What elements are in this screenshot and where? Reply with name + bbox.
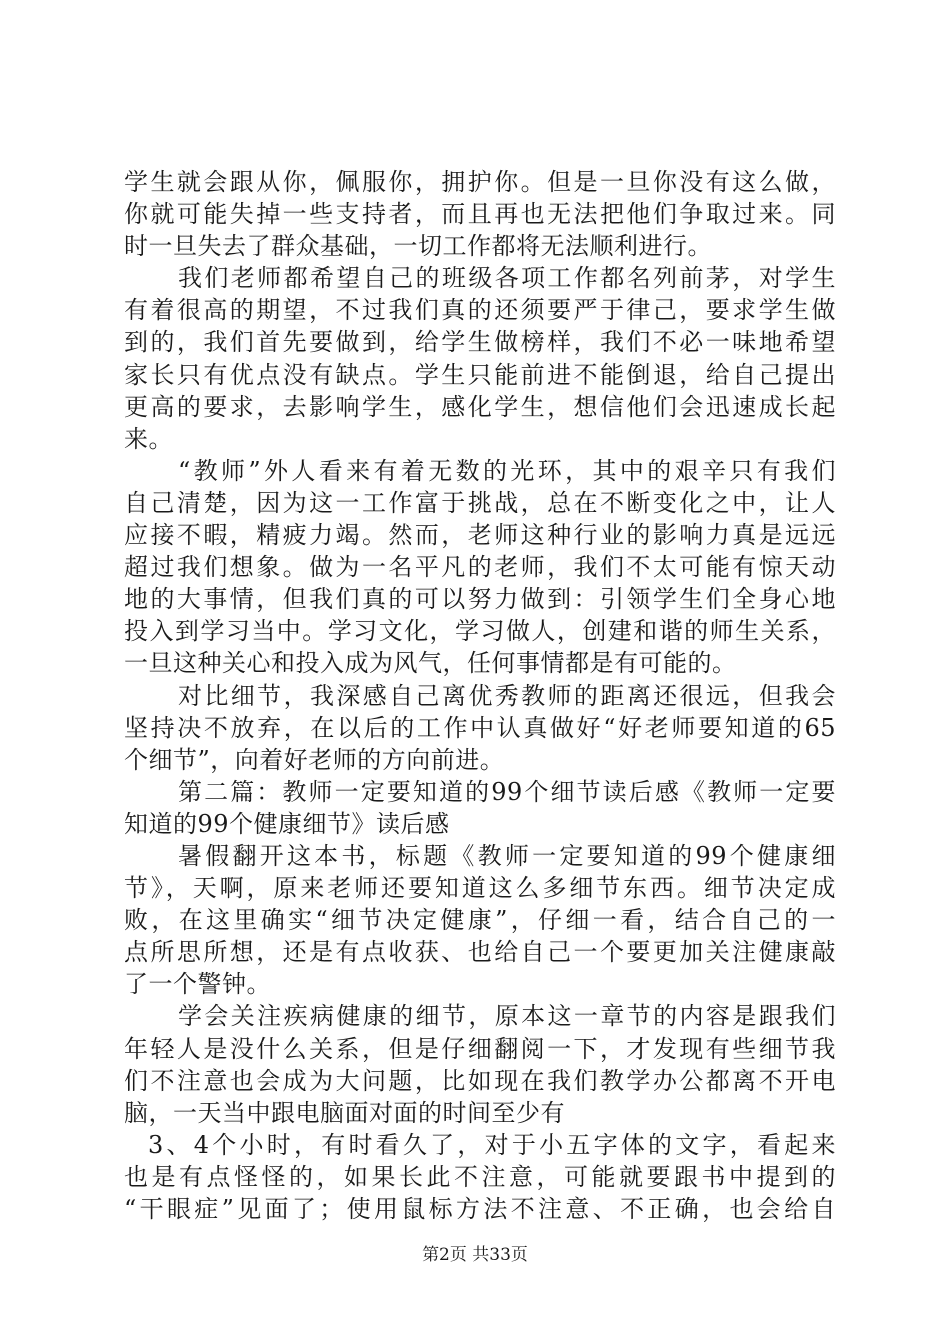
page-number-footer: 第2页 共33页 <box>422 1245 528 1265</box>
text-line: 来。 <box>124 424 173 453</box>
text-line: 自己清楚，因为这一工作富于挑战，总在不断变化之中，让人 <box>124 488 836 517</box>
text-line: 个细节”，向着好老师的方向前进。 <box>124 745 505 774</box>
text-line: 有着很高的期望，不过我们真的还须要严于律己，要求学生做 <box>124 296 836 325</box>
text-line: 家长只有优点没有缺点。学生只能前进不能倒退，给自己提出 <box>124 360 836 389</box>
text-line: 点所思所想，还是有点收获、也给自己一个要更加关注健康敲 <box>124 938 836 967</box>
text-line: 一旦这种关心和投入成为风气，任何事情都是有可能的。 <box>124 649 737 678</box>
text-line: 节》，天啊，原来老师还要知道这么多细节东西。细节决定成 <box>124 874 836 903</box>
section-heading-line: 第二篇：教师一定要知道的99个细节读后感《教师一定要 <box>178 777 836 806</box>
text-line: 脑，一天当中跟电脑面对面的时间至少有 <box>124 1098 565 1127</box>
text-line: 应接不暇，精疲力竭。然而，老师这种行业的影响力真是远远 <box>124 521 836 550</box>
text-line: 年轻人是没什么关系，但是仔细翻阅一下，才发现有些细节我 <box>124 1034 836 1063</box>
text-line: 了一个警钟。 <box>124 970 271 999</box>
text-line: 更高的要求，去影响学生，感化学生，想信他们会迅速成长起 <box>124 392 836 421</box>
text-line: 到的，我们首先要做到，给学生做榜样，我们不必一味地希望 <box>124 328 836 357</box>
paragraph-start-line: 暑假翻开这本书，标题《教师一定要知道的99个健康细 <box>178 841 836 870</box>
text-line: 超过我们想象。做为一名平凡的老师，我们不太可能有惊天动 <box>124 553 836 582</box>
paragraph-start-line: 3、4个小时，有时看久了，对于小五字体的文字，看起来 <box>148 1130 836 1159</box>
text-line: 地的大事情，但我们真的可以努力做到：引领学生们全身心地 <box>124 585 836 614</box>
text-line: 你就可能失掉一些支持者，而且再也无法把他们争取过来。同 <box>124 200 836 229</box>
text-line: 时一旦失去了群众基础，一切工作都将无法顺利进行。 <box>124 232 712 261</box>
paragraph-start-line: 学会关注疾病健康的细节，原本这一章节的内容是跟我们 <box>178 1002 836 1031</box>
document-body <box>124 166 836 1225</box>
text-line: 也是有点怪怪的，如果长此不注意，可能就要跟书中提到的 <box>124 1162 836 1191</box>
text-line: 坚持决不放弃，在以后的工作中认真做好“好老师要知道的65 <box>124 713 836 742</box>
text-line: 投入到学习当中。学习文化，学习做人，创建和谐的师生关系， <box>124 617 836 646</box>
paragraph-start-line: “教师”外人看来有着无数的光环，其中的艰辛只有我们 <box>178 456 836 485</box>
paragraph-start-line: 对比细节，我深感自己离优秀教师的距离还很远，但我会 <box>178 681 836 710</box>
text-line: 败，在这里确实“细节决定健康”，仔细一看，结合自己的一 <box>124 906 836 935</box>
paragraph-start-line: 我们老师都希望自己的班级各项工作都名列前茅，对学生 <box>178 264 836 293</box>
text-line: 学生就会跟从你，佩服你，拥护你。但是一旦你没有这么做， <box>124 168 836 196</box>
section-heading-line: 知道的99个健康细节》读后感 <box>124 809 450 838</box>
text-line: “干眼症”见面了；使用鼠标方法不注意、不正确，也会给自 <box>124 1195 836 1223</box>
text-line: 们不注意也会成为大问题，比如现在我们教学办公都离不开电 <box>124 1066 836 1095</box>
